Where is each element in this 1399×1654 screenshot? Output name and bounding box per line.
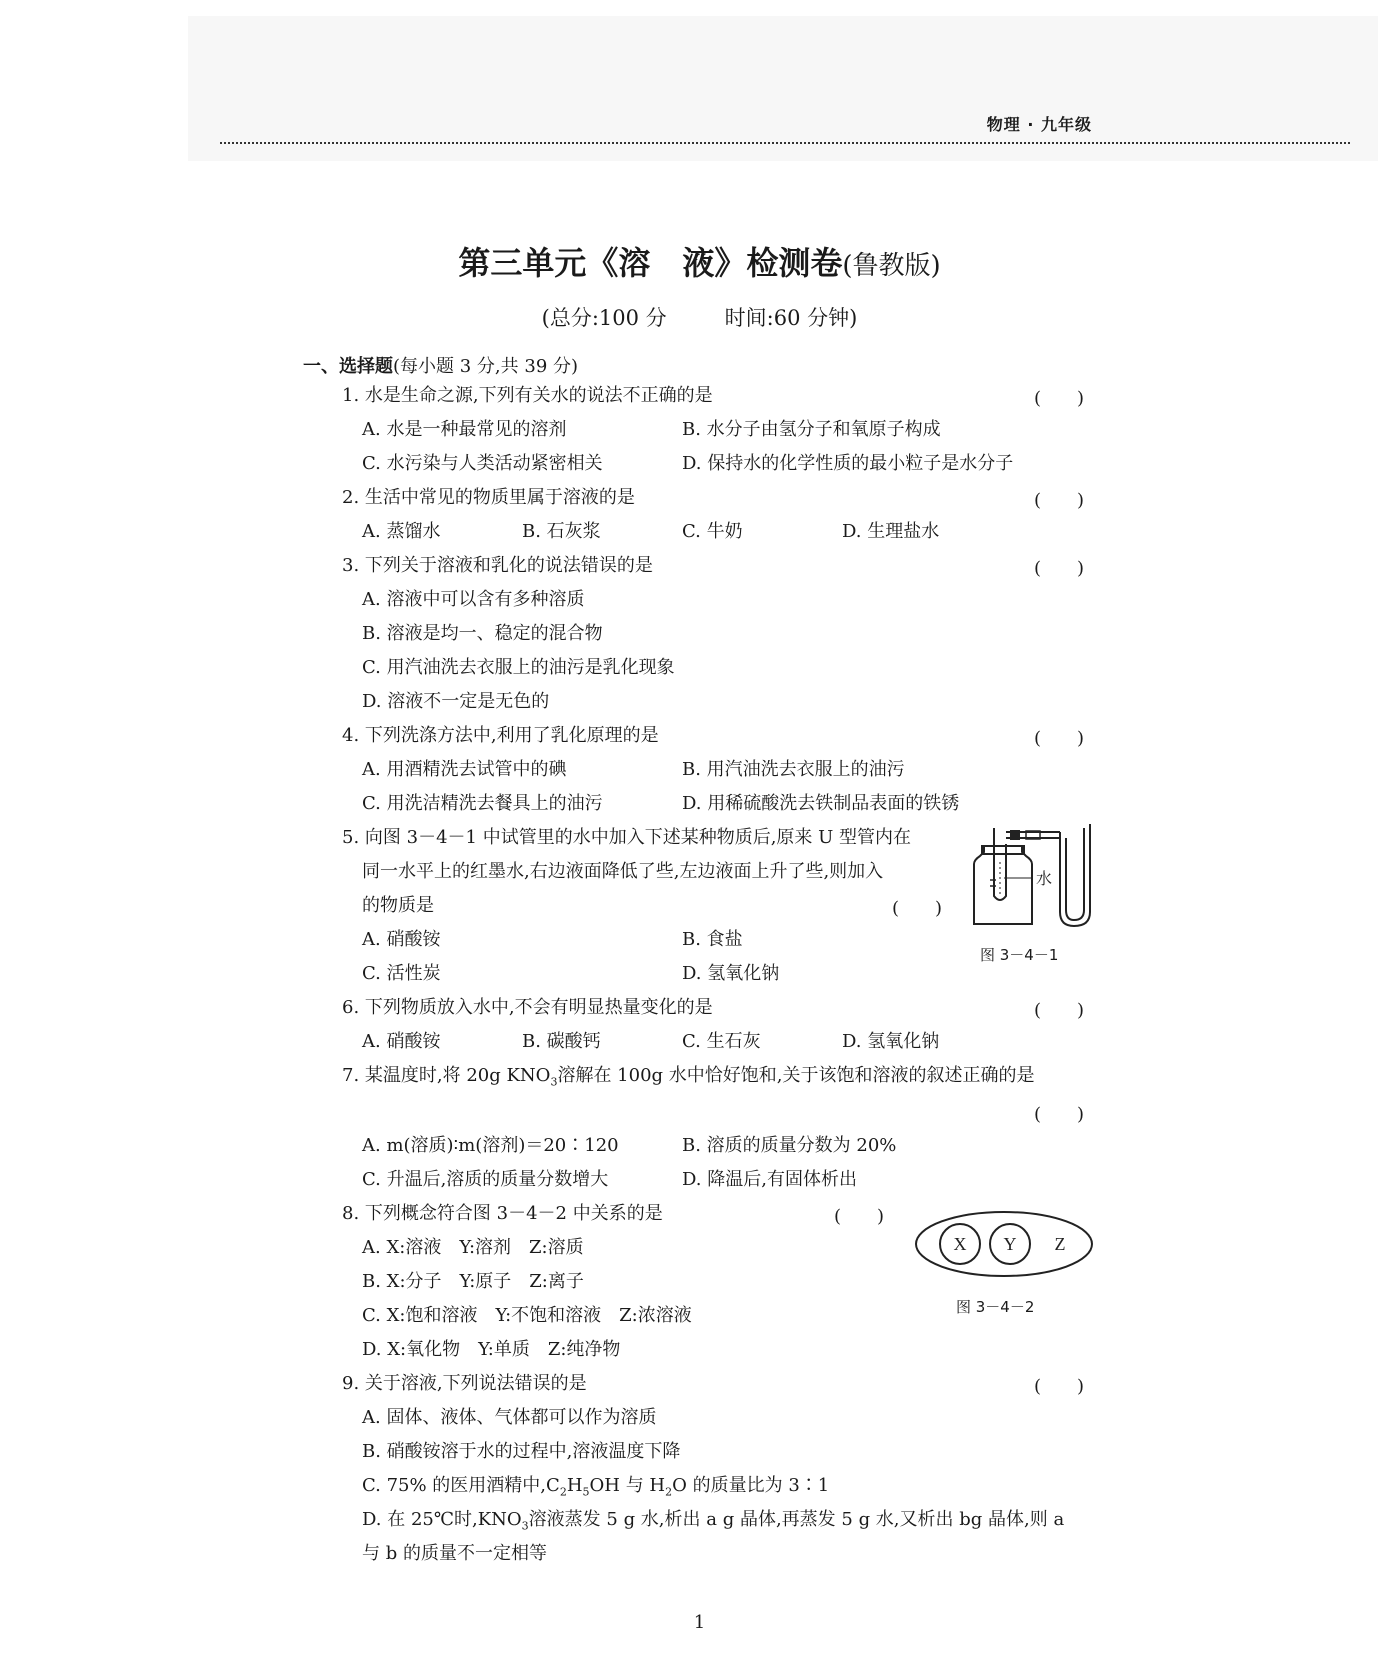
q9-d-pre: D. 在 25℃时,KNO [362,1509,522,1530]
figure-3-4-2-diagram [912,1208,1096,1280]
q1-answer-blank[interactable]: ( ) [1034,388,1085,409]
q4-option-b: B. 用汽油洗去衣服上的油污 [682,759,905,780]
section-note: (每小题 3 分,共 39 分) [393,356,579,377]
q6-option-c: C. 生石灰 [682,1031,761,1052]
q6-option-a: A. 硝酸铵 [362,1031,441,1052]
total-score: (总分:100 分 [541,306,667,330]
q9-c-sub1: 2 [559,1485,567,1499]
q2-answer-blank[interactable]: ( ) [1034,490,1085,511]
q5-option-d: D. 氢氧化钠 [682,963,780,984]
q9-d-sub: 3 [521,1519,529,1533]
q9-option-a: A. 固体、液体、气体都可以作为溶质 [362,1407,657,1428]
q9-c-sub2: 5 [582,1485,590,1499]
q4-option-a: A. 用酒精洗去试管中的碘 [362,759,567,780]
q8-option-a: A. X:溶液 Y:溶剂 Z:溶质 [362,1237,584,1258]
q7-option-a: A. m(溶质)∶m(溶剂)＝20∶120 [362,1135,619,1156]
q4-answer-blank[interactable]: ( ) [1034,728,1085,749]
q5-option-a: A. 硝酸铵 [362,929,441,950]
q8-answer-blank[interactable]: ( ) [834,1206,885,1227]
q6-option-d: D. 氢氧化钠 [842,1031,940,1052]
q2-option-d: D. 生理盐水 [842,521,940,542]
q9-option-c [362,1474,829,1505]
q6-option-b: B. 碳酸钙 [522,1031,601,1052]
q2-option-a: A. 蒸馏水 [362,521,441,542]
figure-3-4-2-caption: 图 3－4－2 [956,1298,1035,1316]
q9-answer-blank[interactable]: ( ) [1034,1376,1085,1397]
q9-c-sub3: 2 [665,1485,673,1499]
q1-option-d: D. 保持水的化学性质的最小粒子是水分子 [682,453,1014,474]
q7-stem-post: 溶解在 100g 水中恰好饱和,关于该饱和溶液的叙述正确的是 [557,1065,1035,1086]
q3-option-d: D. 溶液不一定是无色的 [362,691,550,712]
q7-stem-pre: 7. 某温度时,将 20g KNO [342,1065,551,1086]
q7-option-c: C. 升温后,溶质的质量分数增大 [362,1169,609,1190]
q5-stem-line1: 5. 向图 3－4－1 中试管里的水中加入下述某种物质后,原来 U 型管内在 [342,827,912,848]
q9-stem: 9. 关于溶液,下列说法错误的是 [342,1373,587,1394]
q5-stem-line2: 同一水平上的红墨水,右边液面降低了些,左边液面上升了些,则加入 [362,861,884,882]
q9-option-d [362,1508,1064,1539]
q3-option-a: A. 溶液中可以含有多种溶质 [362,589,585,610]
q1-option-c: C. 水污染与人类活动紧密相关 [362,453,603,474]
header-subject: 物理 · 九年级 [986,115,1092,134]
q7-stem [342,1064,1035,1095]
figure-3-4-1-apparatus [966,822,1106,932]
q5-option-c: C. 活性炭 [362,963,441,984]
q4-option-c: C. 用洗洁精洗去餐具上的油污 [362,793,603,814]
q9-option-d-line2: 与 b 的质量不一定相等 [362,1543,547,1564]
q8-stem: 8. 下列概念符合图 3－4－2 中关系的是 [342,1203,663,1224]
q5-answer-blank[interactable]: ( ) [892,898,943,919]
figure-x-label: X [953,1234,967,1254]
q9-c-mid2: OH 与 H [589,1475,666,1496]
q9-d-post: 溶液蒸发 5 g 水,析出 a g 晶体,再蒸发 5 g 水,又析出 bg 晶体,则 a [528,1509,1065,1530]
q3-option-c: C. 用汽油洗去衣服上的油污是乳化现象 [362,657,675,678]
q7-option-d: D. 降温后,有固体析出 [682,1169,857,1190]
header-divider [220,142,1350,144]
q9-c-post: O 的质量比为 3∶1 [672,1475,830,1496]
q8-option-d: D. X:氧化物 Y:单质 Z:纯净物 [362,1339,621,1360]
q6-answer-blank[interactable]: ( ) [1034,1000,1085,1021]
page-subtitle [0,302,1399,332]
header-band [188,16,1378,161]
figure-3-4-1-caption: 图 3－4－1 [980,946,1059,964]
q1-option-b: B. 水分子由氢分子和氧原子构成 [682,419,941,440]
q4-stem: 4. 下列洗涤方法中,利用了乳化原理的是 [342,725,659,746]
q4-option-d: D. 用稀硫酸洗去铁制品表面的铁锈 [682,793,960,814]
q2-stem: 2. 生活中常见的物质里属于溶液的是 [342,487,635,508]
q3-stem: 3. 下列关于溶液和乳化的说法错误的是 [342,555,653,576]
q6-stem: 6. 下列物质放入水中,不会有明显热量变化的是 [342,997,713,1018]
q5-stem-line3: 的物质是 [362,895,434,916]
figure-z-label: Z [1054,1234,1066,1254]
q2-option-b: B. 石灰浆 [522,521,601,542]
page-title [0,238,1399,284]
q1-option-a: A. 水是一种最常见的溶剂 [362,419,567,440]
exam-time: 时间:60 分钟) [724,306,858,330]
q9-c-mid1: H [566,1475,583,1496]
q7-answer-blank[interactable]: ( ) [1034,1104,1085,1125]
q9-c-pre: C. 75% 的医用酒精中,C [362,1475,560,1496]
q7-option-b: B. 溶质的质量分数为 20% [682,1135,897,1156]
q5-option-b: B. 食盐 [682,929,743,950]
title-main: 第三单元《溶 液》检测卷 [458,244,843,282]
q7-stem-sub: 3 [550,1075,558,1089]
q3-answer-blank[interactable]: ( ) [1034,558,1085,579]
q8-option-b: B. X:分子 Y:原子 Z:离子 [362,1271,584,1292]
title-edition: (鲁教版) [842,251,941,281]
section-label: 一、选择题 [303,356,393,377]
q9-option-b: B. 硝酸铵溶于水的过程中,溶液温度下降 [362,1441,681,1462]
q2-option-c: C. 牛奶 [682,521,743,542]
q1-stem: 1. 水是生命之源,下列有关水的说法不正确的是 [342,385,713,406]
page-number: 1 [693,1612,706,1633]
q3-option-b: B. 溶液是均一、稳定的混合物 [362,623,603,644]
q8-option-c: C. X:饱和溶液 Y:不饱和溶液 Z:浓溶液 [362,1305,692,1326]
figure-y-label: Y [1003,1234,1017,1254]
section-heading [303,352,578,378]
figure-water-label: 水 [1036,871,1053,888]
